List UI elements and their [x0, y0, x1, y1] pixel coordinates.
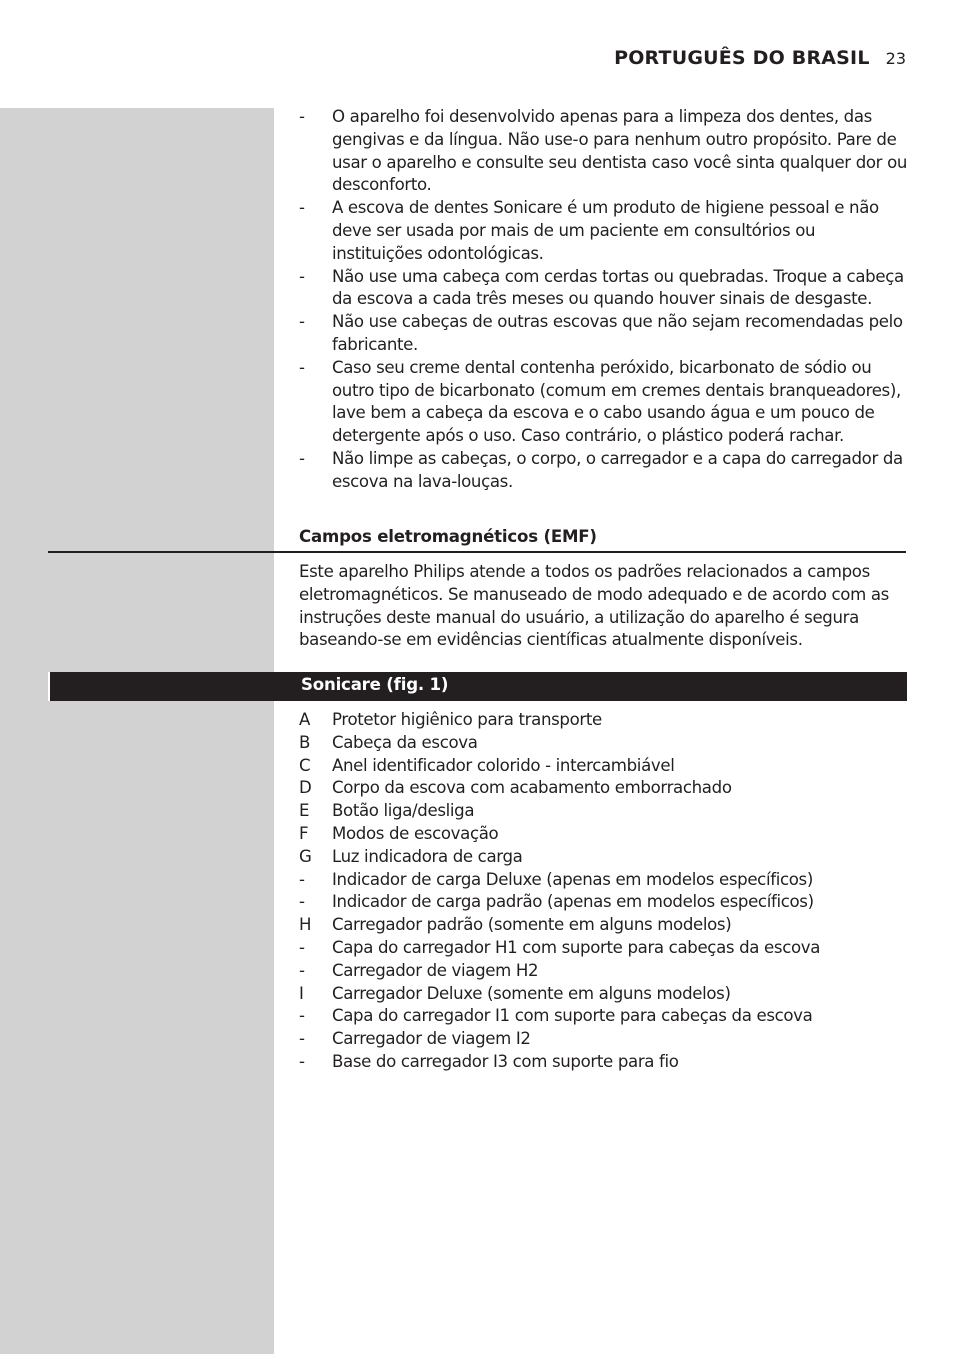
- list-item-text: Protetor higiênico para transporte: [332, 710, 602, 729]
- list-item: [299, 1028, 908, 1051]
- list-item-text: Luz indicadora de carga: [332, 846, 523, 866]
- bullet-marker: -: [299, 448, 305, 468]
- list-item: [299, 357, 908, 448]
- item-marker: I: [299, 983, 304, 1003]
- list-item-text: Corpo da escova com acabamento emborrachado: [332, 778, 732, 798]
- item-marker: -: [299, 1051, 305, 1071]
- item-marker: A: [299, 710, 311, 729]
- bullet-marker: -: [299, 312, 305, 332]
- list-item: [299, 960, 908, 983]
- list-item: [299, 709, 908, 732]
- list-item: [299, 777, 908, 800]
- item-marker: -: [299, 892, 305, 912]
- emf-paragraph: Este aparelho Philips atende a todos os padrões relacionados a campos eletromagnéticos. Se manuseado de modo adequado e de acordo com as instruções deste manual do usuário, a utilização do aparelho é segura baseando-se em evidências científicas atualmente disponíveis.: [299, 562, 889, 650]
- list-item: [299, 755, 908, 778]
- list-item: [299, 800, 908, 823]
- parts-list: [299, 709, 908, 1074]
- sonicare-heading: Sonicare (fig. 1): [301, 675, 449, 694]
- list-item: [299, 891, 908, 914]
- list-item: [299, 106, 908, 197]
- bullet-marker: -: [299, 107, 305, 126]
- list-item-text: Carregador de viagem H2: [332, 960, 539, 980]
- item-marker: D: [299, 778, 312, 798]
- list-item-text: Base do carregador I3 com suporte para fio: [332, 1051, 679, 1071]
- list-item: [299, 311, 908, 357]
- list-item: [299, 914, 908, 937]
- list-item-text: Anel identificador colorido - intercambiável: [332, 755, 675, 775]
- list-item-text: A escova de dentes Sonicare é um produto de higiene pessoal e não deve ser usada por mais de um paciente em consultórios ou instituições odontológicas.: [332, 198, 879, 263]
- warnings-list: [299, 106, 908, 494]
- list-item: [299, 732, 908, 755]
- list-item-text: Carregador padrão (somente em alguns modelos): [332, 915, 732, 935]
- list-item: [299, 266, 908, 312]
- bullet-marker: -: [299, 357, 305, 377]
- left-margin-panel: [0, 108, 274, 1354]
- list-item-text: Não use uma cabeça com cerdas tortas ou quebradas. Troque a cabeça da escova a cada três meses ou quando houver sinais de desgaste.: [332, 266, 904, 309]
- header-title: PORTUGUÊS DO BRASIL: [614, 47, 870, 69]
- list-item: [299, 823, 908, 846]
- page-header: [614, 47, 906, 69]
- item-marker: H: [299, 915, 312, 935]
- emf-heading: Campos eletromagnéticos (EMF): [299, 527, 597, 546]
- bullet-marker: -: [299, 198, 305, 218]
- item-marker: -: [299, 937, 305, 957]
- list-item-text: Indicador de carga padrão (apenas em modelos específicos): [332, 892, 814, 912]
- list-item-text: Não limpe as cabeças, o corpo, o carregador e a capa do carregador da escova na lava-louças.: [332, 448, 903, 491]
- list-item: [299, 448, 908, 494]
- list-item: [299, 869, 908, 892]
- list-item-text: Não use cabeças de outras escovas que não sejam recomendadas pelo fabricante.: [332, 312, 903, 354]
- bullet-marker: -: [299, 266, 305, 286]
- item-marker: F: [299, 823, 309, 843]
- list-item-text: Carregador de viagem I2: [332, 1029, 531, 1049]
- item-marker: -: [299, 1006, 305, 1026]
- section-divider: [48, 551, 906, 553]
- page-number: 23: [885, 49, 906, 68]
- list-item: [299, 197, 908, 265]
- item-marker: -: [299, 869, 305, 889]
- list-item-text: Modos de escovação: [332, 823, 499, 843]
- list-item-text: Indicador de carga Deluxe (apenas em modelos específicos): [332, 869, 813, 889]
- list-item: [299, 846, 908, 869]
- list-item-text: O aparelho foi desenvolvido apenas para a limpeza dos dentes, das gengivas e da língua. Não use-o para nenhum outro propósito. Pare de usar o aparelho e consulte seu dentista caso você sinta qualquer dor ou desconforto.: [332, 107, 908, 195]
- item-marker: B: [299, 732, 311, 752]
- list-item: [299, 1005, 908, 1028]
- list-item-text: Caso seu creme dental contenha peróxido, bicarbonato de sódio ou outro tipo de bicarbonato (comum em cremes dentais branqueadores), lave bem a cabeça da escova e o cabo usando água e um pouco de detergente após o uso. Caso contrário, o plástico poderá rachar.: [332, 357, 901, 446]
- list-item-text: Cabeça da escova: [332, 732, 478, 752]
- list-item: [299, 1051, 908, 1074]
- item-marker: E: [299, 801, 310, 821]
- section-bar: [48, 672, 907, 701]
- item-marker: -: [299, 960, 305, 980]
- item-marker: -: [299, 1029, 305, 1049]
- list-item: [299, 983, 908, 1006]
- list-item-text: Capa do carregador H1 com suporte para cabeças da escova: [332, 937, 821, 957]
- list-item: [299, 937, 908, 960]
- list-item-text: Capa do carregador I1 com suporte para cabeças da escova: [332, 1006, 813, 1026]
- item-marker: G: [299, 846, 312, 866]
- list-item-text: Carregador Deluxe (somente em alguns modelos): [332, 983, 731, 1003]
- item-marker: C: [299, 755, 311, 775]
- list-item-text: Botão liga/desliga: [332, 801, 475, 821]
